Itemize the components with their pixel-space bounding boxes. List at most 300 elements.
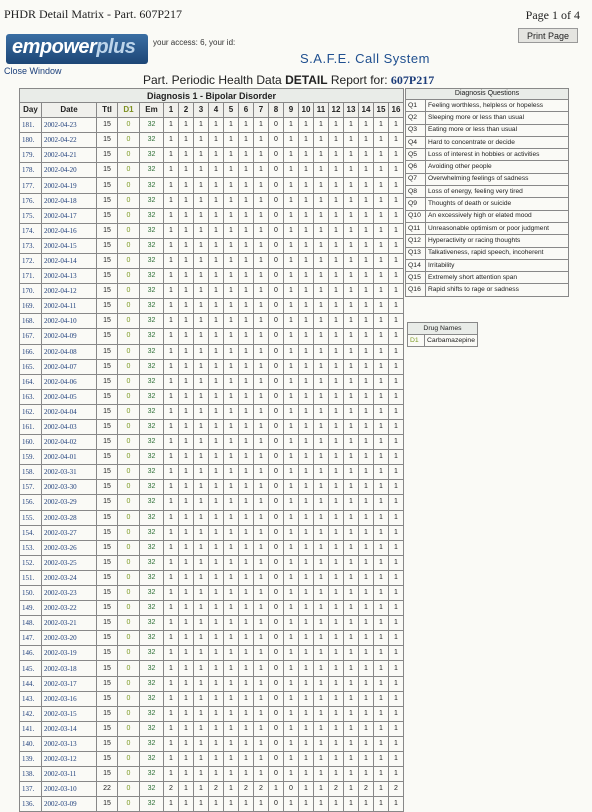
table-row (20, 525, 404, 540)
question-score-cell: 1 (374, 601, 389, 616)
question-score-cell: 1 (344, 284, 359, 299)
question-score-cell: 1 (194, 555, 209, 570)
question-score-cell: 1 (344, 329, 359, 344)
question-score-cell: 1 (164, 208, 179, 223)
question-score-cell: 1 (239, 359, 254, 374)
day-cell: 156. (20, 495, 42, 510)
column-header: 6 (239, 103, 254, 118)
question-score-cell: 1 (389, 404, 404, 419)
question-score-cell: 1 (239, 525, 254, 540)
question-score-cell: 1 (239, 178, 254, 193)
question-score-cell: 1 (299, 631, 314, 646)
date-cell: 2002-03-09 (42, 797, 97, 812)
table-row (20, 404, 404, 419)
question-id: Q1 (406, 100, 426, 112)
question-score-cell: 1 (389, 359, 404, 374)
question-score-cell: 1 (239, 510, 254, 525)
table-row (20, 676, 404, 691)
question-text: Loss of energy, feeling very tired (426, 186, 569, 198)
em-cell: 32 (140, 736, 164, 751)
question-score-cell: 1 (179, 480, 194, 495)
question-score-cell: 1 (194, 480, 209, 495)
question-score-cell: 1 (374, 178, 389, 193)
question-score-cell: 1 (209, 223, 224, 238)
question-score-cell: 2 (389, 782, 404, 797)
question-score-cell: 1 (359, 691, 374, 706)
question-score-cell: 1 (389, 269, 404, 284)
date-cell: 2002-04-23 (42, 118, 97, 133)
day-cell: 166. (20, 344, 42, 359)
question-score-cell: 1 (254, 419, 269, 434)
question-score-cell: 1 (359, 253, 374, 268)
day-cell: 167. (20, 329, 42, 344)
question-score-cell: 1 (164, 736, 179, 751)
question-score-cell: 1 (374, 253, 389, 268)
question-score-cell: 1 (224, 299, 239, 314)
question-score-cell: 1 (344, 238, 359, 253)
question-score-cell: 1 (194, 616, 209, 631)
date-cell: 2002-03-14 (42, 721, 97, 736)
em-cell: 32 (140, 284, 164, 299)
question-score-cell: 1 (164, 480, 179, 495)
question-score-cell: 1 (359, 238, 374, 253)
question-score-cell: 1 (194, 314, 209, 329)
question-score-cell: 1 (299, 480, 314, 495)
day-cell: 142. (20, 706, 42, 721)
total-cell: 15 (97, 299, 118, 314)
question-score-cell: 1 (194, 510, 209, 525)
question-score-cell: 1 (284, 208, 299, 223)
question-score-cell: 1 (284, 525, 299, 540)
question-score-cell: 1 (329, 118, 344, 133)
em-cell: 32 (140, 253, 164, 268)
question-score-cell: 1 (284, 359, 299, 374)
question-score-cell: 1 (209, 450, 224, 465)
question-score-cell: 1 (359, 435, 374, 450)
question-score-cell: 1 (254, 208, 269, 223)
em-cell: 32 (140, 721, 164, 736)
question-text: Sleeping more or less than usual (426, 112, 569, 124)
question-score-cell: 1 (299, 450, 314, 465)
table-row (20, 163, 404, 178)
close-window-link[interactable]: Close Window (4, 66, 62, 76)
question-score-cell: 1 (389, 344, 404, 359)
question-score-cell: 1 (254, 555, 269, 570)
question-score-cell: 1 (194, 208, 209, 223)
question-score-cell: 1 (224, 329, 239, 344)
question-score-cell: 1 (164, 314, 179, 329)
question-score-cell: 1 (209, 631, 224, 646)
drug-names-title: Drug Names (408, 323, 478, 335)
question-score-cell: 0 (269, 495, 284, 510)
print-page-button[interactable]: Print Page (518, 28, 578, 43)
question-score-cell: 1 (359, 178, 374, 193)
question-score-cell: 1 (179, 752, 194, 767)
question-score-cell: 1 (224, 706, 239, 721)
question-score-cell: 1 (374, 752, 389, 767)
question-row (406, 198, 569, 210)
table-row (20, 586, 404, 601)
question-score-cell: 1 (164, 540, 179, 555)
em-cell: 32 (140, 344, 164, 359)
question-row (406, 161, 569, 173)
drug-names-body (408, 335, 478, 347)
question-score-cell: 1 (179, 495, 194, 510)
question-score-cell: 1 (179, 374, 194, 389)
total-cell: 15 (97, 736, 118, 751)
day-cell: 178. (20, 163, 42, 178)
question-score-cell: 1 (329, 601, 344, 616)
question-score-cell: 1 (344, 767, 359, 782)
question-score-cell: 1 (314, 736, 329, 751)
question-score-cell: 1 (239, 676, 254, 691)
question-score-cell: 1 (194, 419, 209, 434)
total-cell: 15 (97, 691, 118, 706)
question-score-cell: 1 (194, 465, 209, 480)
question-score-cell: 0 (269, 344, 284, 359)
question-text: Rapid shifts to rage or sadness (426, 284, 569, 296)
question-score-cell: 1 (179, 525, 194, 540)
drug-cell: 0 (118, 148, 140, 163)
question-score-cell: 1 (179, 253, 194, 268)
question-score-cell: 1 (299, 752, 314, 767)
em-cell: 32 (140, 389, 164, 404)
question-score-cell: 1 (314, 555, 329, 570)
question-score-cell: 1 (239, 389, 254, 404)
question-score-cell: 1 (284, 570, 299, 585)
question-score-cell: 1 (179, 299, 194, 314)
question-score-cell: 1 (224, 118, 239, 133)
question-row (406, 247, 569, 259)
question-score-cell: 1 (374, 329, 389, 344)
question-score-cell: 1 (254, 767, 269, 782)
question-score-cell: 1 (314, 133, 329, 148)
question-score-cell: 1 (299, 706, 314, 721)
question-score-cell: 1 (164, 133, 179, 148)
day-cell: 165. (20, 359, 42, 374)
em-cell: 32 (140, 525, 164, 540)
question-score-cell: 2 (359, 782, 374, 797)
date-cell: 2002-04-20 (42, 163, 97, 178)
question-score-cell: 1 (239, 450, 254, 465)
question-score-cell: 1 (239, 314, 254, 329)
question-score-cell: 1 (224, 616, 239, 631)
question-score-cell: 1 (329, 178, 344, 193)
question-score-cell: 1 (389, 525, 404, 540)
question-score-cell: 1 (314, 540, 329, 555)
question-score-cell: 1 (374, 133, 389, 148)
question-score-cell: 1 (284, 374, 299, 389)
question-score-cell: 1 (284, 706, 299, 721)
question-score-cell: 1 (224, 661, 239, 676)
question-score-cell: 1 (389, 555, 404, 570)
date-cell: 2002-03-19 (42, 646, 97, 661)
question-score-cell: 1 (359, 570, 374, 585)
question-score-cell: 1 (164, 238, 179, 253)
question-score-cell: 1 (164, 344, 179, 359)
table-row (20, 435, 404, 450)
question-score-cell: 1 (389, 661, 404, 676)
question-score-cell: 1 (164, 721, 179, 736)
question-score-cell: 1 (194, 721, 209, 736)
question-score-cell: 1 (344, 510, 359, 525)
total-cell: 15 (97, 555, 118, 570)
question-score-cell: 1 (254, 540, 269, 555)
day-cell: 140. (20, 736, 42, 751)
question-score-cell: 1 (284, 435, 299, 450)
question-id: Q16 (406, 284, 426, 296)
question-score-cell: 1 (179, 721, 194, 736)
question-text: Irritability (426, 259, 569, 271)
question-score-cell: 0 (269, 510, 284, 525)
question-score-cell: 1 (344, 163, 359, 178)
question-score-cell: 1 (299, 797, 314, 812)
question-score-cell: 1 (374, 767, 389, 782)
question-score-cell: 1 (254, 450, 269, 465)
question-score-cell: 1 (374, 721, 389, 736)
question-score-cell: 1 (284, 752, 299, 767)
question-score-cell: 1 (389, 450, 404, 465)
em-cell: 32 (140, 359, 164, 374)
question-score-cell: 1 (164, 525, 179, 540)
question-score-cell: 1 (224, 359, 239, 374)
question-score-cell: 1 (389, 299, 404, 314)
drug-cell: 0 (118, 797, 140, 812)
date-cell: 2002-04-17 (42, 208, 97, 223)
question-score-cell: 0 (269, 118, 284, 133)
question-score-cell: 1 (314, 450, 329, 465)
question-score-cell: 1 (179, 435, 194, 450)
question-score-cell: 1 (299, 208, 314, 223)
question-score-cell: 1 (209, 691, 224, 706)
question-score-cell: 1 (209, 374, 224, 389)
question-score-cell: 1 (179, 284, 194, 299)
table-row (20, 344, 404, 359)
date-cell: 2002-04-13 (42, 269, 97, 284)
total-cell: 15 (97, 223, 118, 238)
question-score-cell: 1 (344, 269, 359, 284)
date-cell: 2002-04-02 (42, 435, 97, 450)
question-score-cell: 1 (239, 208, 254, 223)
question-score-cell: 1 (329, 676, 344, 691)
question-score-cell: 1 (389, 435, 404, 450)
day-cell: 157. (20, 480, 42, 495)
question-text: An excessively high or elated mood (426, 210, 569, 222)
drug-cell: 0 (118, 163, 140, 178)
question-score-cell: 1 (254, 148, 269, 163)
question-score-cell: 1 (359, 329, 374, 344)
question-score-cell: 1 (299, 782, 314, 797)
question-score-cell: 1 (194, 133, 209, 148)
question-score-cell: 1 (314, 721, 329, 736)
question-score-cell: 1 (164, 450, 179, 465)
question-score-cell: 1 (164, 631, 179, 646)
question-score-cell: 1 (254, 480, 269, 495)
question-score-cell: 1 (239, 465, 254, 480)
column-header: 13 (344, 103, 359, 118)
question-score-cell: 2 (164, 782, 179, 797)
question-id: Q14 (406, 259, 426, 271)
question-score-cell: 1 (179, 661, 194, 676)
total-cell: 15 (97, 269, 118, 284)
total-cell: 15 (97, 133, 118, 148)
total-cell: 15 (97, 404, 118, 419)
question-score-cell: 1 (314, 329, 329, 344)
question-score-cell: 1 (329, 359, 344, 374)
total-cell: 15 (97, 465, 118, 480)
question-score-cell: 1 (374, 269, 389, 284)
question-score-cell: 1 (359, 148, 374, 163)
question-score-cell: 1 (344, 616, 359, 631)
question-score-cell: 1 (389, 480, 404, 495)
question-score-cell: 1 (209, 314, 224, 329)
drug-cell: 0 (118, 208, 140, 223)
question-score-cell: 0 (269, 525, 284, 540)
question-score-cell: 1 (194, 495, 209, 510)
question-score-cell: 1 (284, 736, 299, 751)
question-score-cell: 1 (299, 148, 314, 163)
day-cell: 136. (20, 797, 42, 812)
question-score-cell: 1 (164, 435, 179, 450)
drug-cell: 0 (118, 118, 140, 133)
question-row (406, 112, 569, 124)
question-score-cell: 1 (254, 269, 269, 284)
question-score-cell: 1 (224, 163, 239, 178)
question-score-cell: 0 (269, 299, 284, 314)
date-cell: 2002-03-16 (42, 691, 97, 706)
date-cell: 2002-04-10 (42, 314, 97, 329)
drug-cell: 0 (118, 661, 140, 676)
question-score-cell: 1 (389, 691, 404, 706)
question-score-cell: 1 (239, 148, 254, 163)
question-score-cell: 1 (209, 238, 224, 253)
total-cell: 15 (97, 118, 118, 133)
question-score-cell: 1 (284, 344, 299, 359)
question-score-cell: 1 (209, 736, 224, 751)
question-score-cell: 1 (329, 163, 344, 178)
em-cell: 32 (140, 601, 164, 616)
total-cell: 15 (97, 797, 118, 812)
question-score-cell: 1 (389, 148, 404, 163)
question-score-cell: 1 (194, 344, 209, 359)
column-header: Ttl (97, 103, 118, 118)
question-score-cell: 1 (254, 223, 269, 238)
total-cell: 15 (97, 193, 118, 208)
question-score-cell: 1 (359, 601, 374, 616)
question-score-cell: 1 (209, 510, 224, 525)
day-cell: 176. (20, 193, 42, 208)
question-score-cell: 1 (344, 178, 359, 193)
question-id: Q10 (406, 210, 426, 222)
question-score-cell: 1 (164, 465, 179, 480)
question-score-cell: 1 (284, 299, 299, 314)
column-header: Em (140, 103, 164, 118)
question-score-cell: 1 (314, 631, 329, 646)
question-score-cell: 1 (359, 631, 374, 646)
drug-cell: 0 (118, 359, 140, 374)
table-row (20, 691, 404, 706)
question-score-cell: 1 (239, 404, 254, 419)
em-cell: 32 (140, 631, 164, 646)
question-score-cell: 1 (254, 601, 269, 616)
day-cell: 150. (20, 586, 42, 601)
date-cell: 2002-03-27 (42, 525, 97, 540)
question-score-cell: 1 (194, 299, 209, 314)
question-score-cell: 1 (284, 450, 299, 465)
question-score-cell: 1 (344, 118, 359, 133)
question-score-cell: 0 (269, 284, 284, 299)
table-row (20, 389, 404, 404)
em-cell: 32 (140, 691, 164, 706)
question-score-cell: 1 (299, 389, 314, 404)
question-score-cell: 1 (389, 314, 404, 329)
question-score-cell: 1 (344, 208, 359, 223)
date-cell: 2002-04-04 (42, 404, 97, 419)
question-score-cell: 1 (389, 465, 404, 480)
question-score-cell: 1 (329, 495, 344, 510)
table-row (20, 465, 404, 480)
question-score-cell: 1 (224, 465, 239, 480)
em-cell: 32 (140, 570, 164, 585)
table-row (20, 118, 404, 133)
question-score-cell: 1 (179, 676, 194, 691)
em-cell: 32 (140, 752, 164, 767)
question-score-cell: 0 (269, 555, 284, 570)
question-score-cell: 0 (269, 540, 284, 555)
question-score-cell: 1 (329, 767, 344, 782)
question-score-cell: 1 (344, 646, 359, 661)
question-score-cell: 1 (284, 540, 299, 555)
question-score-cell: 1 (224, 238, 239, 253)
question-row (406, 136, 569, 148)
question-score-cell: 1 (344, 691, 359, 706)
question-score-cell: 1 (209, 118, 224, 133)
em-cell: 32 (140, 133, 164, 148)
question-id: Q12 (406, 235, 426, 247)
question-score-cell: 1 (344, 782, 359, 797)
question-score-cell: 1 (224, 570, 239, 585)
column-header: 10 (299, 103, 314, 118)
question-score-cell: 1 (344, 586, 359, 601)
drug-cell: 0 (118, 284, 140, 299)
question-score-cell: 1 (329, 419, 344, 434)
question-score-cell: 1 (299, 314, 314, 329)
question-score-cell: 1 (179, 208, 194, 223)
question-score-cell: 1 (209, 163, 224, 178)
em-cell: 32 (140, 616, 164, 631)
question-score-cell: 1 (224, 736, 239, 751)
table-row (20, 797, 404, 812)
question-score-cell: 1 (254, 193, 269, 208)
total-cell: 15 (97, 389, 118, 404)
total-cell: 15 (97, 238, 118, 253)
question-score-cell: 1 (344, 631, 359, 646)
day-cell: 158. (20, 465, 42, 480)
question-score-cell: 1 (344, 706, 359, 721)
question-score-cell: 1 (224, 253, 239, 268)
question-score-cell: 1 (254, 676, 269, 691)
em-cell: 32 (140, 782, 164, 797)
report-title (143, 73, 434, 88)
question-score-cell: 1 (284, 555, 299, 570)
column-header: Date (42, 103, 97, 118)
question-score-cell: 1 (179, 465, 194, 480)
total-cell: 15 (97, 540, 118, 555)
question-score-cell: 1 (389, 676, 404, 691)
question-score-cell: 1 (179, 601, 194, 616)
question-score-cell: 1 (194, 570, 209, 585)
date-cell: 2002-03-22 (42, 601, 97, 616)
